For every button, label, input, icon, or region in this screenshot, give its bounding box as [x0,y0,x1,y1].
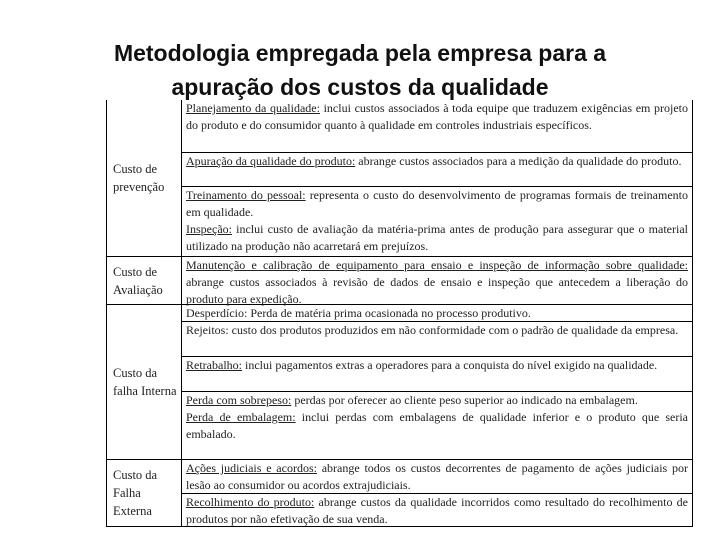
title-line-1: Metodologia empregada pela empresa para a [113,40,607,66]
entry-text: representa o custo do desenvolvimento de programas formais de treinamento em qualidade. [186,188,688,219]
entry-text: abrange custos associados para a medição da qualidade do produto. [355,154,682,168]
entry-term: Manutenção e calibração de equipamento para ensaio e inspeção de informação sobre qualidade: [186,258,688,272]
table-row [181,322,692,357]
entry-term: Perda com sobrepeso: [186,393,292,407]
category-appraisal: Custo de Avaliação [107,257,181,305]
table-row [181,187,692,257]
entry-text: inclui custo de avaliação da matéria-prima antes de produção para assegurar que o material utilizado na produção não acarretará em prejuízos. [186,222,688,253]
table-row [181,153,692,187]
entry-term: Retrabalho: [186,358,242,372]
entry-text: abrange todos os custos decorrentes de pagamento de ações judiciais por lesão ao consumidor ou acordos extrajudiciais. [186,461,688,492]
entry-term: Apuração da qualidade do produto: [186,154,356,168]
quality-cost-table [106,100,693,527]
entry-term: Recolhimento do produto: [186,495,315,509]
category-external-failure: Custo da Falha Externa [107,460,181,527]
entry-text: inclui perdas com embalagens de qualidade inferior e o produto que seria embalado. [186,410,688,441]
entry-text: abrange custos da qualidade incorridos como resultado do recolhimento de produtos por não efetivação de sua venda. [186,495,689,526]
entry-term: Inspeção: [186,222,232,236]
table-row [181,100,692,153]
table-row [181,392,692,460]
entry-term: Treinamento do pessoal: [186,188,306,202]
entry-text: inclui custos associados à toda equipe que traduzem exigências em projeto do produto e do consumidor quanto à qualidade em controles industriais específicos. [186,101,689,132]
table-row [181,305,692,322]
category-prevention: Custo de prevenção [107,100,181,257]
entry-term: Planejamento da qualidade: [186,101,320,115]
slide-title [0,36,720,104]
table-row [181,257,692,305]
entry-text: Desperdício: Perda de matéria prima ocasionada no processo produtivo. [186,306,531,320]
category-internal-failure: Custo da falha Interna [107,305,181,460]
table-row [181,460,692,494]
entry-term: Perda de embalagem: [186,410,296,424]
table-row [181,357,692,392]
entry-term: Ações judiciais e acordos: [186,461,317,475]
title-line-2: apuração dos custos da qualidade [171,74,549,100]
entry-text: inclui pagamentos extras a operadores para a conquista do nível exigido na qualidade. [241,358,658,372]
table-row [181,494,692,527]
entry-text: abrange custos associados à revisão de dados de ensaio e inspeção que antecedem a liberação do produto para expedição. [186,275,688,306]
entry-text: Rejeitos: custo dos produtos produzidos em não conformidade com o padrão de qualidade da empresa. [186,323,679,337]
entry-text: perdas por oferecer ao cliente peso superior ao indicado na embalagem. [291,393,638,407]
